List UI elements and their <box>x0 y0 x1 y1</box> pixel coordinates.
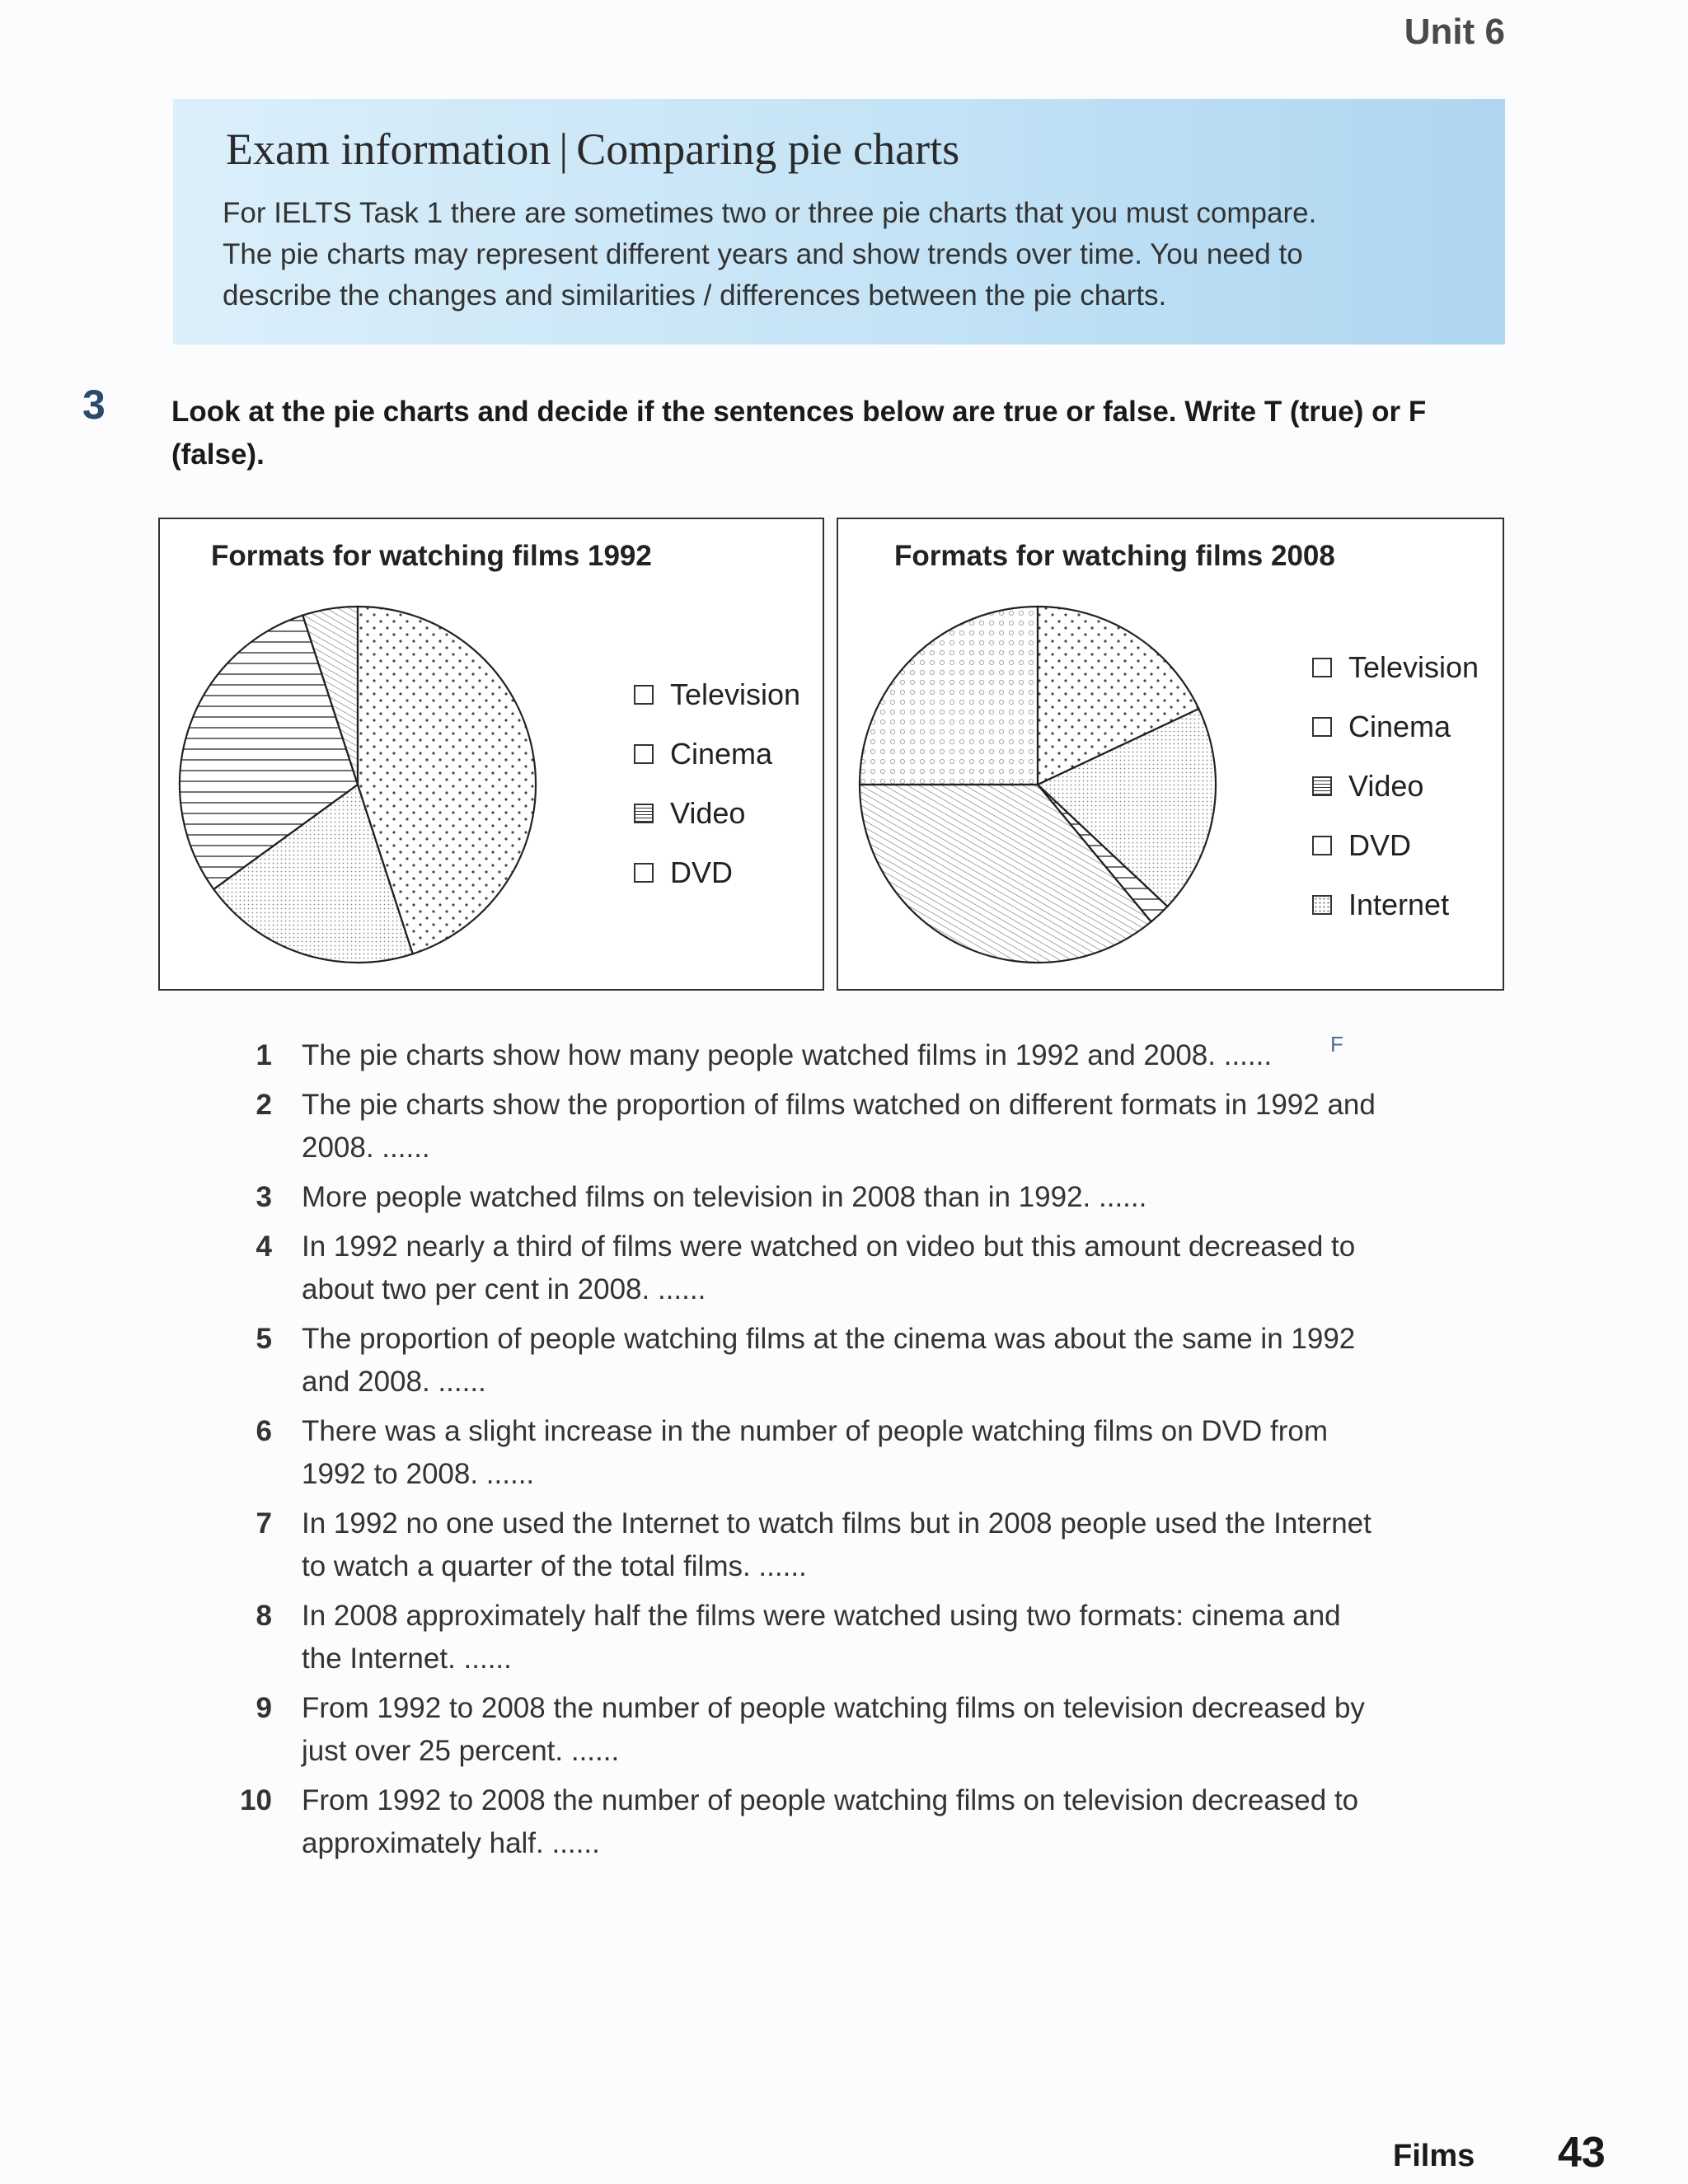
question-text <box>302 1084 1376 1169</box>
legend-1992 <box>634 677 801 917</box>
question-text <box>302 1779 1358 1865</box>
question-line: From 1992 to 2008 the number of people watching films on television decreased by <box>302 1692 1365 1724</box>
question-text <box>302 1034 1272 1077</box>
question-text <box>302 1318 1355 1404</box>
question-line: In 1992 nearly a third of films were watched on video but this amount decreased to <box>302 1230 1356 1263</box>
exam-title-separator: | <box>559 124 569 174</box>
question-text <box>302 1595 1341 1680</box>
handwritten-answer-1: F <box>1330 1032 1343 1057</box>
legend-swatch-video <box>1312 776 1332 796</box>
question-line: the Internet. ...... <box>302 1643 512 1675</box>
legend-item-internet <box>1312 890 1479 920</box>
legend-2008 <box>1312 650 1479 949</box>
question-item <box>214 1318 1517 1404</box>
legend-item-video <box>1312 771 1479 801</box>
question-item <box>214 1034 1517 1077</box>
legend-label: DVD <box>1348 828 1412 862</box>
question-text <box>302 1502 1372 1588</box>
legend-swatch-television <box>634 685 654 705</box>
footer-section: Films <box>1393 2139 1475 2173</box>
legend-item-dvd <box>1312 828 1479 862</box>
legend-swatch-dvd <box>1312 836 1332 855</box>
exercise-number: 3 <box>82 382 106 428</box>
question-number: 4 <box>256 1230 272 1263</box>
question-text <box>302 1176 1146 1219</box>
question-item <box>214 1687 1517 1773</box>
question-line: 2008. ...... <box>302 1132 430 1164</box>
pie-slice-internet <box>860 607 1038 785</box>
question-line: There was a slight increase in the number of people watching films on DVD from <box>302 1415 1329 1447</box>
question-line: More people watched films on television in 2008 than in 1992. ...... <box>302 1181 1147 1213</box>
page-number: 43 <box>1558 2129 1606 2177</box>
legend-swatch-video <box>634 804 654 823</box>
question-line: 1992 to 2008. ...... <box>302 1458 535 1490</box>
question-line: to watch a quarter of the total films. ...... <box>302 1550 807 1582</box>
legend-swatch-internet <box>1312 895 1332 915</box>
question-number: 9 <box>256 1692 272 1724</box>
question-line: about two per cent in 2008. ...... <box>302 1273 706 1305</box>
question-number: 2 <box>256 1089 272 1121</box>
question-item <box>214 1226 1517 1311</box>
chart-title: Formats for watching films 2008 <box>894 540 1335 572</box>
legend-swatch-cinema <box>634 744 654 764</box>
question-line: In 2008 approximately half the films were watched using two formats: cinema and <box>302 1600 1341 1632</box>
question-number: 3 <box>256 1181 272 1213</box>
question-item <box>214 1176 1517 1219</box>
instruction-line: Look at the pie charts and decide if the sentences below are true or false. Write T (true) or F <box>171 396 1427 428</box>
chart-title: Formats for watching films 1992 <box>211 540 652 572</box>
question-number: 10 <box>240 1784 272 1816</box>
question-line: The pie charts show how many people watched films in 1992 and 2008. ...... <box>302 1039 1273 1071</box>
question-number: 7 <box>256 1507 272 1540</box>
question-item <box>214 1410 1517 1496</box>
legend-swatch-cinema <box>1312 717 1332 737</box>
question-line: and 2008. ...... <box>302 1366 486 1398</box>
legend-label: Internet <box>1348 888 1450 921</box>
question-text <box>302 1410 1328 1496</box>
question-item <box>214 1502 1517 1588</box>
exercise-instruction <box>171 391 1523 476</box>
question-number: 1 <box>256 1039 272 1071</box>
legend-item-cinema <box>1312 712 1479 742</box>
exam-title <box>226 124 959 175</box>
legend-label: Television <box>670 677 801 711</box>
legend-swatch-dvd <box>634 863 654 883</box>
question-number: 6 <box>256 1415 272 1447</box>
question-line: From 1992 to 2008 the number of people watching films on television decreased to <box>302 1784 1359 1816</box>
exam-line: For IELTS Task 1 there are sometimes two or three pie charts that you must compare. <box>223 197 1317 229</box>
exam-title-right: Comparing pie charts <box>576 124 960 174</box>
question-line: The pie charts show the proportion of films watched on different formats in 1992 and <box>302 1089 1376 1121</box>
question-item <box>214 1084 1517 1169</box>
question-item <box>214 1595 1517 1680</box>
legend-swatch-television <box>1312 658 1332 677</box>
legend-item-video <box>634 796 800 830</box>
exam-line: describe the changes and similarities / differences between the pie charts. <box>223 279 1167 312</box>
legend-label: Video <box>1348 769 1424 803</box>
legend-label: DVD <box>670 855 734 889</box>
question-number: 5 <box>256 1323 272 1355</box>
question-line: just over 25 percent. ...... <box>302 1735 620 1767</box>
legend-label: Television <box>1348 650 1479 684</box>
instruction-line: (false). <box>171 438 265 471</box>
legend-label: Cinema <box>670 737 773 771</box>
question-list <box>214 1034 1517 1872</box>
exam-description <box>223 193 1484 316</box>
question-item <box>214 1779 1517 1865</box>
exam-information-box <box>173 99 1505 344</box>
chart-1992 <box>158 518 824 991</box>
question-line: approximately half. ...... <box>302 1827 600 1859</box>
exam-title-left: Exam information <box>226 124 551 174</box>
chart-2008 <box>837 518 1504 991</box>
legend-item-cinema <box>634 739 800 769</box>
unit-label: Unit 6 <box>1404 12 1505 52</box>
legend-label: Cinema <box>1348 710 1451 743</box>
question-line: The proportion of people watching films at the cinema was about the same in 1992 <box>302 1323 1356 1355</box>
legend-item-television <box>1312 650 1479 684</box>
legend-label: Video <box>670 796 746 830</box>
question-line: In 1992 no one used the Internet to watch films but in 2008 people used the Internet <box>302 1507 1372 1540</box>
question-text <box>302 1687 1365 1773</box>
exam-line: The pie charts may represent different years and show trends over time. You need to <box>223 238 1303 270</box>
question-text <box>302 1226 1355 1311</box>
legend-item-dvd <box>634 855 800 889</box>
legend-item-television <box>634 677 801 711</box>
question-number: 8 <box>256 1600 272 1632</box>
